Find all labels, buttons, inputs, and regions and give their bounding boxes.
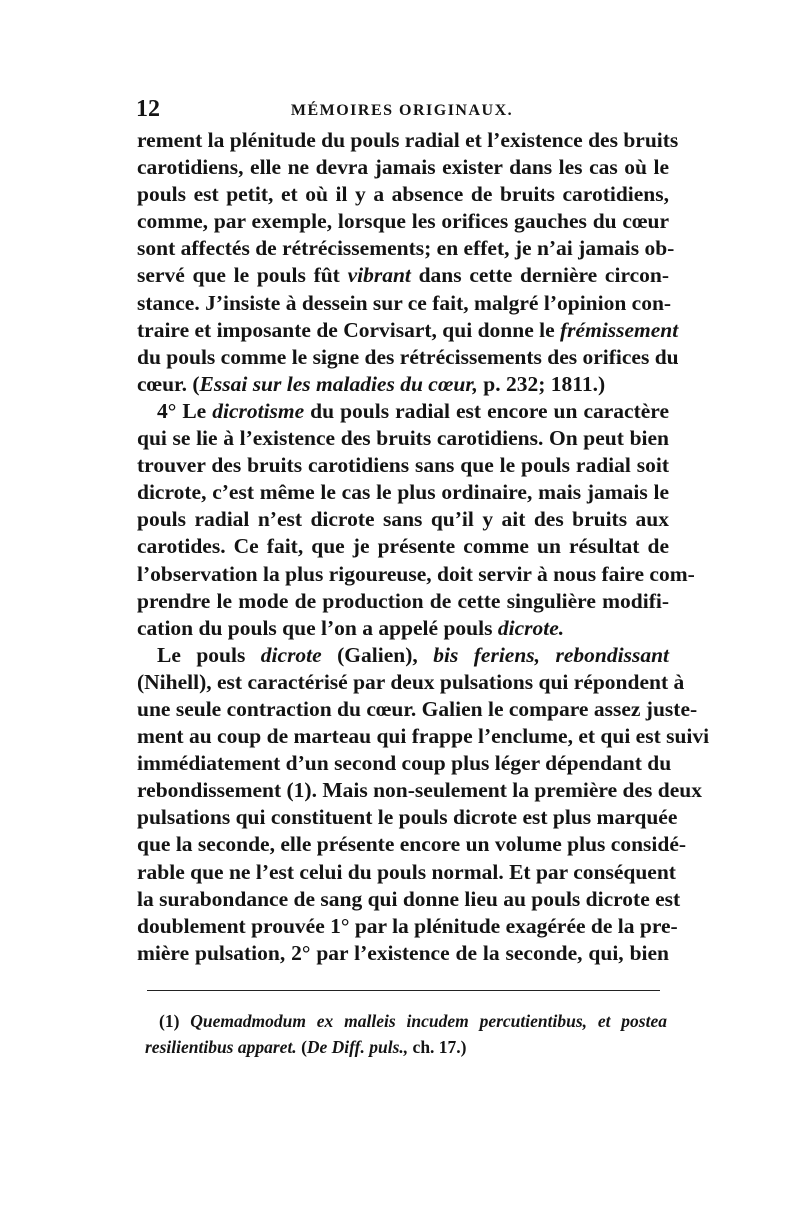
footnote-line (145, 1008, 667, 1034)
text-run: ( (296, 1037, 307, 1057)
text-line: dicrote, c’est même le cas le plus ordinaire, mais jamais le (137, 480, 669, 505)
text-line: la surabondance de sang qui donne lieu au pouls dicrote est (137, 886, 681, 911)
text-line: une seule contraction du cœur. Galien le compare assez juste- (137, 696, 698, 721)
text-line: qui se lie à l’existence des bruits carotidiens. On peut bien (137, 426, 669, 451)
text-line: mière pulsation, 2° par l’existence de la seconde, qui, bien (137, 940, 669, 965)
text-run: p. 232; 1811.) (477, 371, 606, 396)
italic-term: bis feriens, rebondissant (433, 642, 669, 667)
text-line: (Nihell), est caractérisé par deux pulsations qui répondent à (137, 669, 685, 694)
italic-term: dicrotisme (212, 398, 305, 423)
footnote-divider (147, 990, 660, 991)
text-line: rebondissement (1). Mais non-seulement la première des deux (137, 778, 702, 803)
italic-term: dicrote. (497, 615, 565, 640)
text-run: servé que le pouls fût (137, 263, 348, 288)
text-line: carotides. Ce fait, que je présente comme un résultat de (137, 534, 669, 559)
text-line: du pouls comme le signe des rétrécissements des orifices du (137, 344, 679, 369)
text-line: pouls est petit, et où il y a absence de bruits carotidiens, (137, 182, 669, 207)
text-line: sont affectés de rétrécissements; en effet, je n’ai jamais ob- (137, 236, 675, 261)
text-run: 4° Le (157, 398, 213, 423)
text-run: Le pouls (157, 642, 261, 667)
running-head: MÉMOIRES ORIGINAUX. (290, 102, 514, 119)
text-run: traire et imposante de Corvisart, qui donne le (137, 317, 560, 342)
page-number: 12 (136, 96, 160, 122)
text-run: (Galien), (321, 642, 434, 667)
italic-term: dicrote (260, 642, 322, 667)
text-line (137, 398, 669, 425)
text-line (137, 615, 669, 642)
text-line: carotidiens, elle ne devra jamais exister dans les cas où le (137, 155, 669, 180)
footnote-marker: (1) (159, 1011, 191, 1031)
text-run: dans cette dernière circon- (410, 263, 670, 288)
text-line: ment au coup de marteau qui frappe l’enclume, et qui est suivi (137, 724, 710, 749)
text-line: comme, par exemple, lorsque les orifices gauches du cœur (137, 209, 669, 234)
text-line: prendre le mode de production de cette singulière modifi- (137, 588, 669, 613)
text-run: cation du pouls que l’on a appelé pouls (137, 615, 498, 640)
text-line: que la seconde, elle présente encore un volume plus considé- (137, 832, 687, 857)
text-line (137, 262, 669, 289)
text-line: rable que ne l’est celui du pouls normal. Et par conséquent (137, 859, 676, 884)
text-line: pouls radial n’est dicrote sans qu’il y ait des bruits aux (137, 507, 669, 532)
footnote-quote: Quemadmodum ex malleis incudem percutientibus, et postea (190, 1011, 667, 1031)
italic-term: frémissement (560, 317, 679, 342)
text-line: stance. J’insiste à dessein sur ce fait, malgré l’opinion con- (137, 290, 672, 315)
footnote-quote: resilientibus apparet. (145, 1037, 297, 1057)
text-line (137, 642, 669, 669)
text-line: doublement prouvée 1° par la plénitude exagérée de la pre- (137, 913, 678, 938)
footnote-source: De Diff. puls., (306, 1037, 409, 1057)
footnote-line (145, 1034, 667, 1060)
text-line (137, 317, 679, 344)
italic-citation: Essai sur les maladies du cœur, (199, 371, 478, 396)
text-run: ch. 17.) (408, 1037, 467, 1057)
text-run: du pouls radial est encore un caractère (304, 398, 669, 423)
main-text (137, 127, 710, 967)
text-line: immédiatement d’un second coup plus léger dépendant du (137, 751, 672, 776)
text-line: trouver des bruits carotidiens sans que le pouls radial soit (137, 453, 669, 478)
text-line (137, 371, 669, 398)
text-line: l’observation la plus rigoureuse, doit servir à nous faire com- (137, 561, 695, 586)
footnote (145, 1008, 667, 1060)
italic-term: vibrant (347, 263, 411, 288)
page-header (136, 96, 668, 126)
text-line: rement la plénitude du pouls radial et l’existence des bruits (137, 128, 679, 152)
text-run: cœur. ( (137, 371, 200, 396)
text-line: pulsations qui constituent le pouls dicrote est plus marquée (137, 805, 678, 830)
